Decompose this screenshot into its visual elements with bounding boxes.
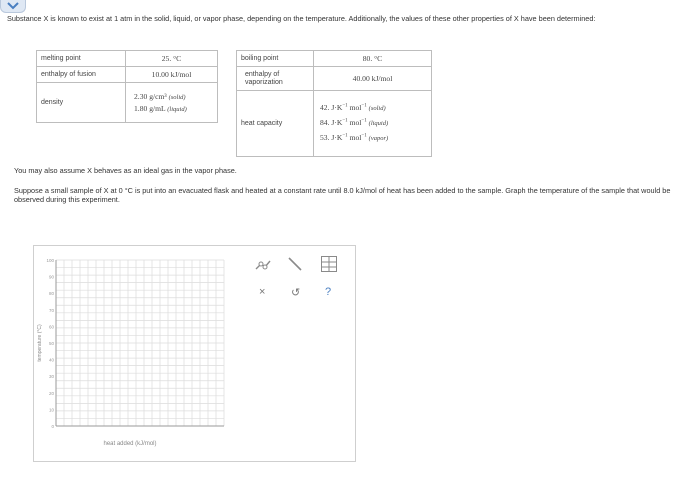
hc-solid-tag: (solid) (368, 105, 386, 112)
exp: −1 (361, 103, 367, 109)
y-tick-label: 70 (48, 307, 54, 313)
hc-liquid-row (320, 116, 431, 131)
density-liquid-value: 1.80 g/mL (134, 103, 166, 113)
undo-button[interactable]: ↺ (291, 287, 301, 299)
heat-capacity-values (314, 91, 432, 157)
table-icon (321, 256, 337, 272)
collapse-chevron-button[interactable] (0, 0, 26, 13)
density-liquid-tag: (liquid) (167, 105, 187, 113)
melting-point-label: melting point (37, 51, 126, 67)
density-label: density (37, 83, 126, 123)
properties-table-left (36, 50, 218, 123)
hc-vapor-value: 53. J·K (320, 133, 343, 142)
question-prompt: Suppose a small sample of X at 0 °C is put into an evacuated flask and heated at a constant rate until 8.0 kJ/mol of heat has been added to the sample. Graph the temperature of the sample that would be observed during this experiment. (14, 186, 671, 205)
y-tick-label: 30 (48, 374, 54, 380)
y-tick-label: 0 (51, 424, 54, 429)
y-tick-label: 60 (48, 324, 54, 330)
boiling-point-value: 80. °C (314, 51, 432, 67)
y-tick-label: 80 (48, 291, 54, 297)
exp: −1 (361, 133, 367, 139)
exp: −1 (361, 118, 367, 124)
enthalpy-vap-value: 40.00 kJ/mol (314, 67, 432, 91)
hc-vapor-tag: (vapor) (368, 135, 389, 142)
properties-table-right (236, 50, 432, 157)
y-tick-label: 20 (48, 390, 54, 396)
heat-capacity-label: heat capacity (237, 91, 314, 157)
point-tool-icon (255, 258, 271, 272)
melting-point-value: 25. °C (126, 51, 218, 67)
x-axis-label: heat added (kJ/mol) (103, 441, 157, 447)
ideal-gas-note: You may also assume X behaves as an ideal gas in the vapor phase. (14, 166, 237, 175)
graph-canvas[interactable] (34, 246, 231, 461)
y-tick-label: 40 (48, 357, 54, 363)
draw-point-tool[interactable] (255, 258, 271, 277)
exp: −1 (342, 118, 348, 124)
density-values (126, 83, 218, 123)
table-tool[interactable] (321, 256, 337, 277)
erase-button[interactable]: × (259, 286, 266, 298)
exp: −1 (342, 133, 348, 139)
enthalpy-vap-label: enthalpy of vaporization (237, 67, 314, 91)
hc-liquid-value: 84. J·K (320, 118, 343, 127)
y-tick-label: 10 (48, 407, 54, 413)
mol-unit: mol (349, 103, 362, 112)
y-tick-label: 100 (46, 258, 54, 263)
mol-unit: mol (349, 133, 362, 142)
hc-liquid-tag: (liquid) (368, 120, 389, 127)
draw-line-tool[interactable] (288, 257, 302, 276)
exp: −1 (342, 103, 348, 109)
hc-solid-value: 42. J·K (320, 103, 343, 112)
density-solid-value: 2.30 g/cm³ (134, 91, 167, 101)
hc-vapor-row (320, 131, 431, 146)
enthalpy-fusion-value: 10.00 kJ/mol (126, 67, 218, 83)
graph-panel[interactable] (33, 245, 232, 462)
y-axis-label: temperature (°C) (37, 324, 43, 362)
tools-panel (229, 245, 356, 462)
y-tick-label: 90 (48, 274, 54, 280)
question-intro: Substance X is known to exist at 1 atm in the solid, liquid, or vapor phase, depending on the temperature. Additionally, the values of these other properties of X have been determined: (7, 14, 596, 23)
hc-solid-row (320, 101, 431, 116)
y-tick-label: 50 (48, 341, 54, 346)
help-button[interactable]: ? (325, 286, 332, 298)
enthalpy-fusion-label: enthalpy of fusion (37, 67, 126, 83)
mol-unit: mol (349, 118, 362, 127)
density-solid-tag: (solid) (168, 93, 186, 101)
chevron-down-icon (7, 1, 19, 10)
boiling-point-label: boiling point (237, 51, 314, 67)
line-tool-icon (288, 257, 302, 271)
